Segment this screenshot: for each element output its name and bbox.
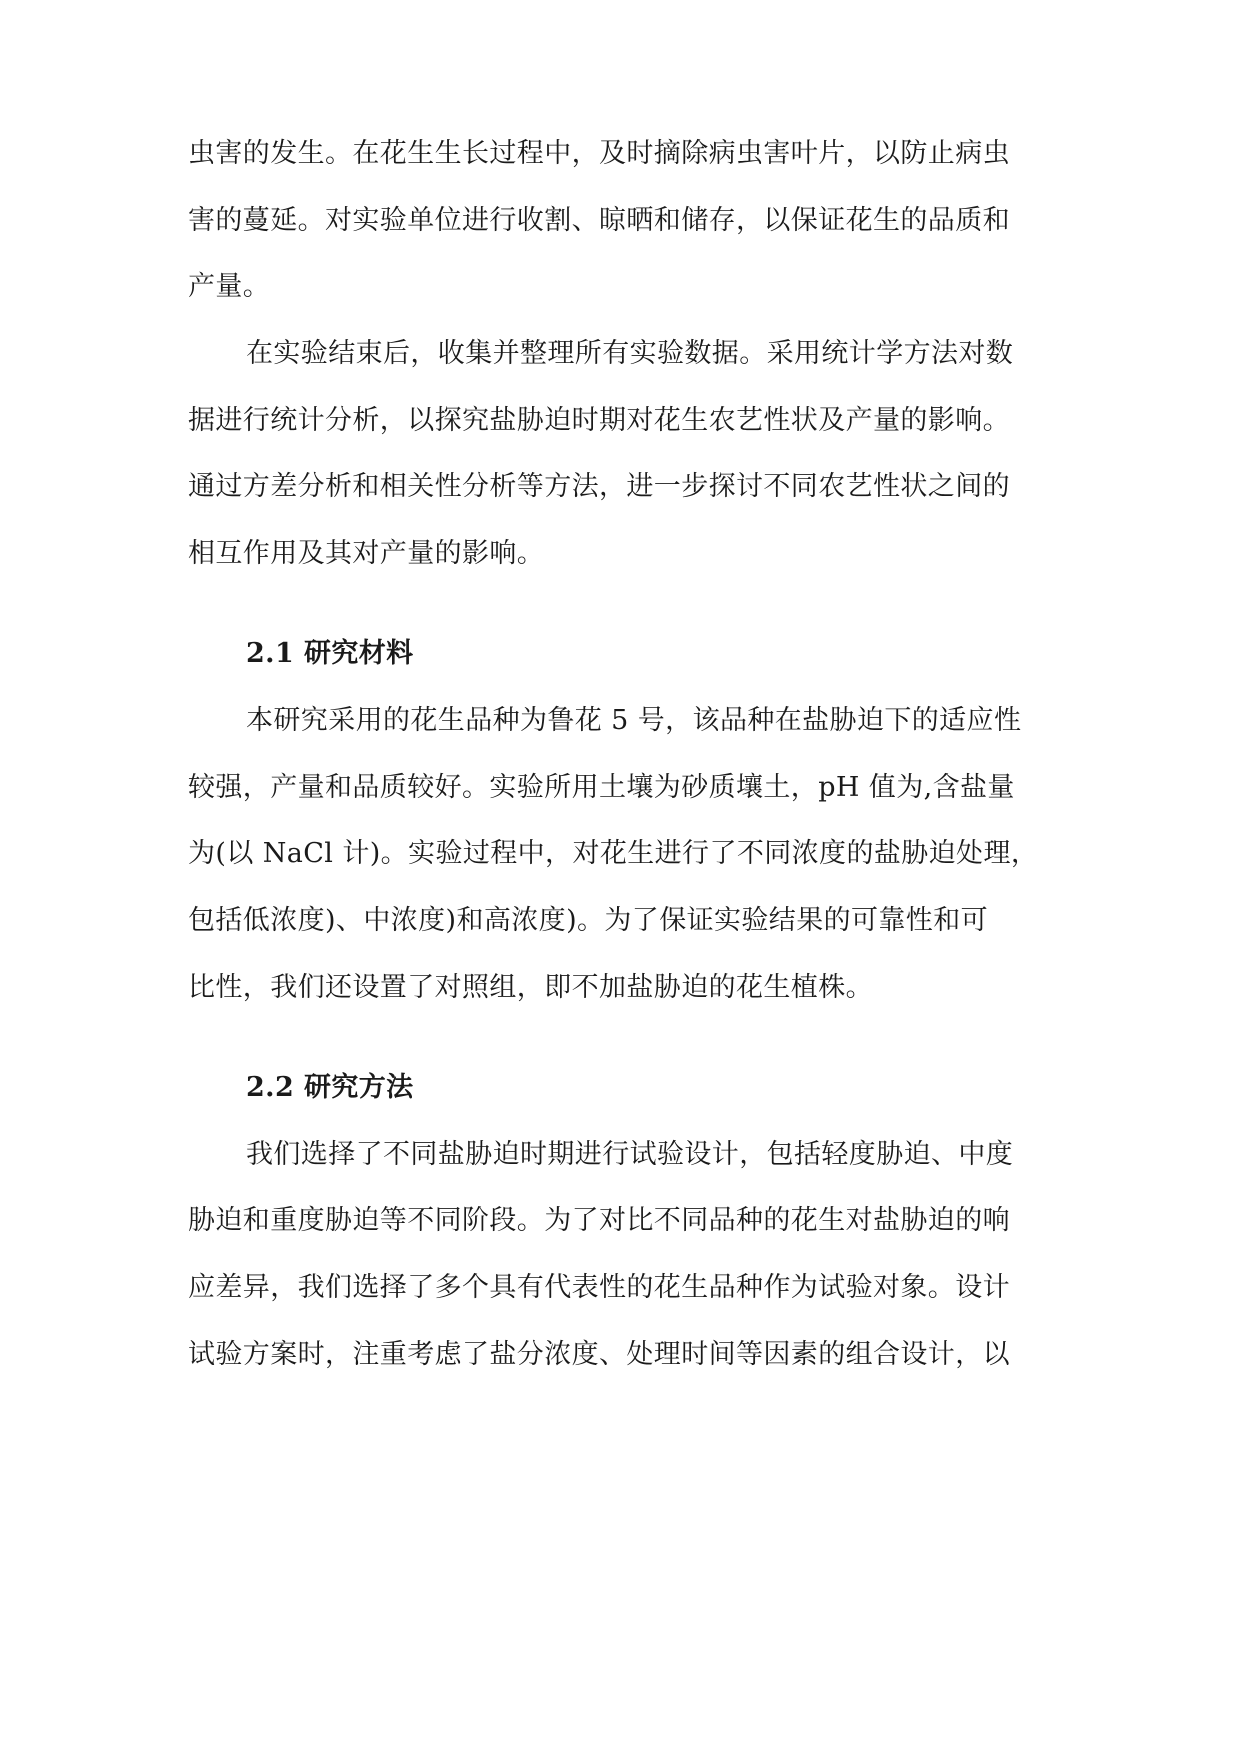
paragraph-2-line-4: 相互作用及其对产量的影响。 (188, 538, 545, 569)
section-2-2-heading: 2.2 研究方法 (246, 1072, 414, 1103)
section-2-1-line-4: 包括低浓度)、中浓度)和高浓度)。为了保证实验结果的可靠性和可 (188, 905, 988, 936)
section-2-2-line-3: 应差异，我们选择了多个具有代表性的花生品种作为试验对象。设计 (188, 1272, 1010, 1303)
paragraph-2-line-1: 在实验结束后，收集并整理所有实验数据。采用统计学方法对数 (246, 338, 1014, 369)
section-2-1-line-2: 较强，产量和品质较好。实验所用土壤为砂质壤土，pH 值为,含盐量 (188, 772, 1015, 803)
section-2-1-line-3: 为(以 NaCl 计)。实验过程中，对花生进行了不同浓度的盐胁迫处理， (188, 838, 1039, 869)
paragraph-2-line-3: 通过方差分析和相关性分析等方法，进一步探讨不同农艺性状之间的 (188, 471, 1010, 502)
section-2-2-line-4: 试验方案时，注重考虑了盐分浓度、处理时间等因素的组合设计，以 (188, 1339, 1010, 1370)
section-2-2-line-2: 胁迫和重度胁迫等不同阶段。为了对比不同品种的花生对盐胁迫的响 (188, 1205, 1010, 1236)
section-2-2-line-1: 我们选择了不同盐胁迫时期进行试验设计，包括轻度胁迫、中度 (246, 1139, 1014, 1170)
paragraph-2-line-2: 据进行统计分析，以探究盐胁迫时期对花生农艺性状及产量的影响。 (188, 405, 1010, 436)
paragraph-1-line-3: 产量。 (188, 271, 271, 302)
section-2-1-line-1: 本研究采用的花生品种为鲁花 5 号，该品种在盐胁迫下的适应性 (246, 705, 1022, 736)
paragraph-1-line-1: 虫害的发生。在花生生长过程中，及时摘除病虫害叶片，以防止病虫 (188, 138, 1010, 169)
section-2-1-line-5: 比性，我们还设置了对照组，即不加盐胁迫的花生植株。 (188, 972, 873, 1003)
section-2-1-heading: 2.1 研究材料 (246, 638, 414, 669)
paragraph-1-line-2: 害的蔓延。对实验单位进行收割、晾晒和储存，以保证花生的品质和 (188, 205, 1010, 236)
